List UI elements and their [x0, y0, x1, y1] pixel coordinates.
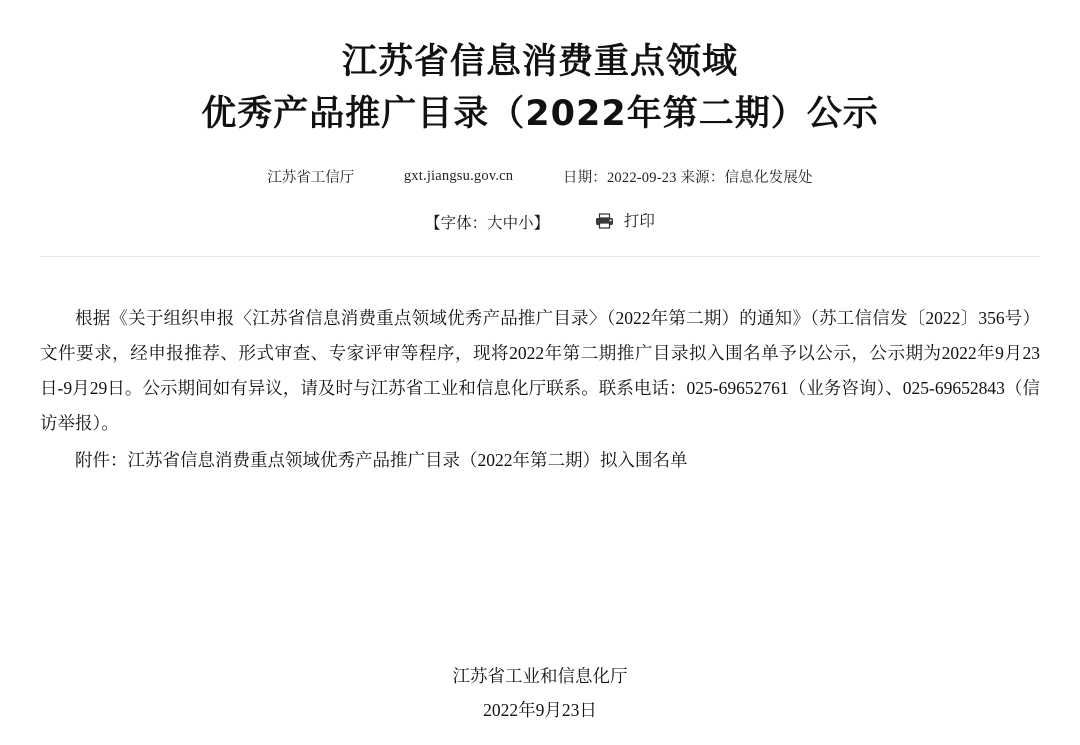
- title-line-2: 优秀产品推广目录（2022年第二期）公示: [201, 94, 879, 134]
- article-meta: [0, 166, 1080, 187]
- meta-date-source: 日期：2022-09-23 来源：信息化发展处: [562, 170, 813, 186]
- fontsize-label-suffix: 】: [533, 214, 550, 232]
- signature-org: 江苏省工业和信息化厅: [452, 666, 628, 686]
- meta-site-url: gxt.jiangsu.gov.cn: [403, 168, 514, 184]
- fontsize-large-button[interactable]: 大: [487, 214, 503, 232]
- signature-date: 2022年9月23日: [483, 700, 597, 720]
- article-body: [40, 257, 1040, 478]
- attachment-line: 附件：江苏省信息消费重点领域优秀产品推广目录（2022年第二期）拟入围名单: [75, 450, 688, 470]
- print-label: 打印: [623, 213, 655, 230]
- fontsize-label-prefix: 【字体：: [425, 214, 488, 232]
- body-paragraph-1: 根据《关于组织申报〈江苏省信息消费重点领域优秀产品推广目录〉（2022年第二期）的通知》（苏工信信发〔2022〕356号）文件要求，经申报推荐、形式审查、专家评审等程序，现将2022年第二期推广目录拟入围名单予以公示，公示期为2022年9月23日-9月29日。公示期间如有异议，请及时与江苏省工业和信息化厅联系。联系电话：025-69652761（业务咨询）、025-69652843（信访举报）。: [40, 308, 1040, 433]
- title-line-1: 江苏省信息消费重点领域: [341, 42, 738, 82]
- page-title: [0, 0, 1080, 140]
- article-toolbar: [0, 209, 1080, 234]
- printer-icon: [595, 213, 614, 234]
- print-button[interactable]: [595, 209, 655, 234]
- fontsize-medium-button[interactable]: 中: [502, 214, 519, 232]
- meta-source-org: 江苏省工信厅: [267, 170, 355, 186]
- fontsize-small-button[interactable]: 小: [518, 214, 534, 232]
- document-signature: [0, 659, 1080, 727]
- fontsize-control: [425, 211, 549, 233]
